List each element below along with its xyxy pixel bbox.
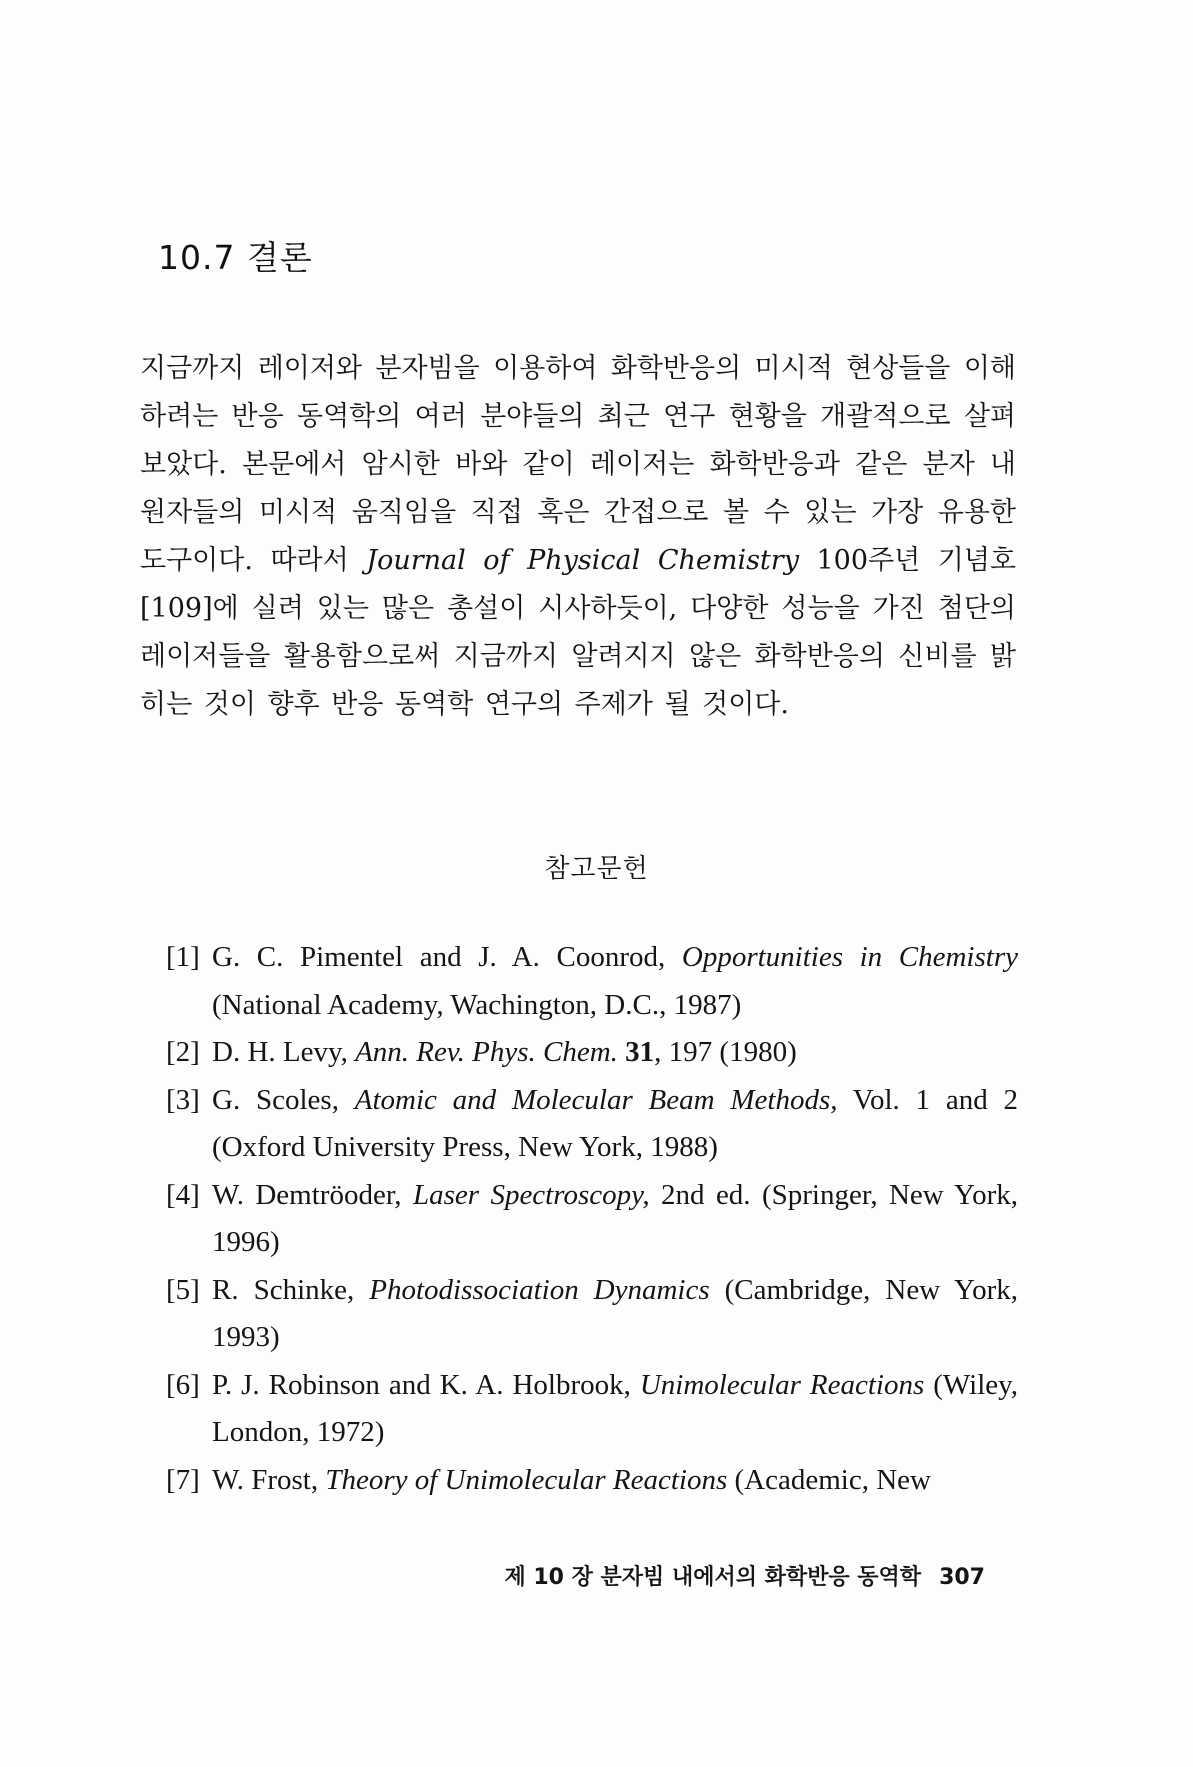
reference-number: [4] xyxy=(166,1178,200,1211)
reference-authors: W. Frost, xyxy=(212,1463,326,1496)
reference-item xyxy=(166,934,1018,1029)
reference-authors: D. H. Levy, xyxy=(212,1036,356,1068)
reference-item xyxy=(166,1362,1018,1457)
reference-authors: P. J. Robinson and K. A. Holbrook, xyxy=(212,1368,640,1401)
reference-number: [2] xyxy=(166,1036,200,1068)
paragraph-text-1: 지금까지 레이저와 분자빔을 이용하여 화학반응의 미시적 현상들을 이해하려는 반응 동역학의 여러 분야들의 최근 연구 현황을 개괄적으로 살펴보았다. 본문에서 암시한 바와 같이 레이저는 화학반응과 같은 분자 내 원자들의 미시적 움직임을 직접 혹은 간접으로 볼 수 있는 가장 유용한 도구이다. 따라서 xyxy=(140,353,1016,576)
reference-title: Atomic and Molecular Beam Methods, xyxy=(354,1083,838,1116)
reference-number: [6] xyxy=(166,1368,200,1401)
reference-details: Vol. 1 and 2 (Oxford University Press, New York, 1988) xyxy=(212,1083,1018,1163)
reference-details: (Academic, New xyxy=(727,1463,931,1496)
reference-details: (Cambridge, New York, 1993) xyxy=(212,1273,1018,1353)
references-list xyxy=(166,934,1018,1504)
reference-item xyxy=(166,1172,1018,1267)
reference-authors: W. Demtröoder, xyxy=(212,1178,413,1211)
reference-title: Photodissociation Dynamics xyxy=(369,1273,710,1306)
conclusion-paragraph xyxy=(140,345,1016,729)
page-number: 307 xyxy=(939,1565,985,1590)
reference-title: Laser Spectroscopy, xyxy=(412,1178,650,1211)
section-title: 결론 xyxy=(246,238,313,277)
reference-number: [5] xyxy=(166,1273,200,1306)
reference-number: [1] xyxy=(166,941,200,973)
reference-title: Theory of Unimolecular Reactions xyxy=(325,1463,728,1496)
reference-item xyxy=(166,1029,1018,1077)
reference-text xyxy=(212,1362,1018,1457)
reference-authors: G. C. Pimentel and J. A. Coonrod, xyxy=(212,941,682,973)
reference-text xyxy=(212,1457,1018,1505)
reference-details: (National Academy, Wachington, D.C., 1987) xyxy=(212,988,742,1021)
reference-item xyxy=(166,1267,1018,1362)
section-heading xyxy=(158,232,313,279)
reference-text xyxy=(212,934,1018,1029)
reference-text xyxy=(212,1029,1018,1077)
reference-text xyxy=(212,1267,1018,1362)
paragraph-text-2: 100주년 기념호[109]에 실려 있는 많은 총설이 시사하듯이, 다양한 성능을 가진 첨단의 레이저들을 활용함으로써 지금까지 알려지지 않은 화학반응의 신비를 밝히는 것이 향후 반응 동역학 연구의 주제가 될 것이다. xyxy=(140,545,1016,720)
reference-details: , 197 (1980) xyxy=(654,1036,797,1068)
reference-number: [3] xyxy=(166,1083,200,1116)
reference-number: [7] xyxy=(166,1463,200,1496)
reference-item xyxy=(166,1077,1018,1172)
reference-details: (Wiley, London, 1972) xyxy=(212,1368,1018,1448)
reference-item xyxy=(166,1457,1018,1505)
reference-text xyxy=(212,1172,1018,1267)
references-heading: 참고문헌 xyxy=(544,854,649,884)
section-number: 10.7 xyxy=(158,238,236,277)
reference-authors: G. Scoles, xyxy=(212,1083,355,1116)
reference-title: Ann. Rev. Phys. Chem. xyxy=(355,1036,618,1068)
reference-title: Unimolecular Reactions xyxy=(639,1368,925,1401)
reference-text xyxy=(212,1077,1018,1172)
reference-title: Opportunities in Chemistry xyxy=(681,941,1018,973)
journal-name: Journal of Physical Chemistry xyxy=(366,545,799,576)
reference-authors: R. Schinke, xyxy=(212,1273,370,1306)
reference-volume: 31 xyxy=(625,1036,655,1068)
reference-details: 2nd ed. (Springer, New York, 1996) xyxy=(212,1178,1019,1258)
page-footer xyxy=(0,1560,985,1591)
footer-chapter: 제 10 장 분자빔 내에서의 화학반응 동역학 xyxy=(504,1565,922,1590)
